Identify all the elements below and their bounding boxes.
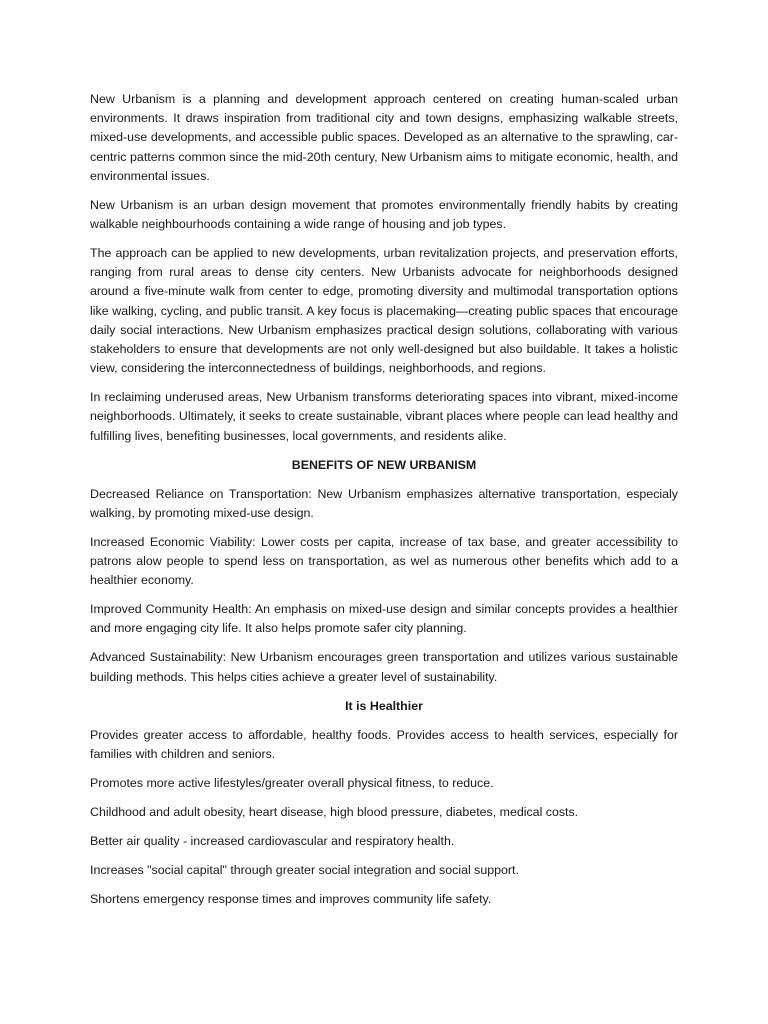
intro-paragraph-4: In reclaiming underused areas, New Urbanism transforms deteriorating spaces into vibrant, mixed-income neighborhoods. Ultimately, it seeks to create sustainable, vibrant places where people can lead healthy and fulfilling lives, benefiting businesses, local governments, and residents alike. bbox=[90, 390, 678, 443]
healthier-item-air-quality: Better air quality - increased cardiovascular and respiratory health. bbox=[90, 833, 455, 848]
benefit-item-economic: Increased Economic Viability: Lower costs per capita, increase of tax base, and greater accessibility to patrons alow people to spend less on transportation, as wel as numerous other benefits which add to a healthier economy. bbox=[90, 534, 678, 588]
intro-paragraph-3: The approach can be applied to new developments, urban revitalization projects, and preservation efforts, ranging from rural areas to dense city centers. New Urbanists advocate for neighborhoods designed around a five-minute walk from center to edge, promoting diversity and multimodal transportation options like walking, cycling, and public transit. A key focus is placemaking—creating public spaces that encourage daily social interactions. New Urbanism emphasizes practical design solutions, collaborating with various stakeholders to ensure that developments are not only well-designed but also buildable. It takes a holistic view, considering the interconnectedness of buildings, neighborhoods, and regions. bbox=[90, 246, 678, 376]
healthier-heading: It is Healthier bbox=[345, 698, 423, 713]
healthier-item-social-capital: Increases "social capital" through greater social integration and social support. bbox=[90, 862, 519, 877]
benefit-item-transportation: Decreased Reliance on Transportation: New Urbanism emphasizes alternative transportation, especialy walking, by promoting mixed-use design. bbox=[90, 486, 678, 520]
document-page bbox=[90, 90, 678, 919]
healthier-item-active-lifestyles: Promotes more active lifestyles/greater overall physical fitness, to reduce. bbox=[90, 775, 494, 790]
intro-paragraph-2: New Urbanism is an urban design movement that promotes environmentally friendly habits by creating walkable neighbourhoods containing a wide range of housing and job types. bbox=[90, 197, 678, 232]
intro-paragraph-1: New Urbanism is a planning and development approach centered on creating human-scaled urban environments. It draws inspiration from traditional city and town designs, emphasizing walkable streets, mixed-use developments, and accessible public spaces. Developed as an alternative to the sprawling, car-centric patterns common since the mid-20th century, New Urbanism aims to mitigate economic, health, and environmental issues. bbox=[90, 92, 678, 183]
healthier-item-obesity: Childhood and adult obesity, heart disease, high blood pressure, diabetes, medical costs. bbox=[90, 804, 579, 819]
benefits-heading: BENEFITS OF NEW URBANISM bbox=[291, 457, 477, 472]
healthier-item-food-access: Provides greater access to affordable, healthy foods. Provides access to health services, especially for families with children and seniors. bbox=[90, 727, 678, 761]
benefit-item-sustainability: Advanced Sustainability: New Urbanism encourages green transportation and utilizes various sustainable building methods. This helps cities achieve a greater level of sustainability. bbox=[90, 650, 678, 684]
benefit-item-health: Improved Community Health: An emphasis on mixed-use design and similar concepts provides a healthier and more engaging city life. It also helps promote safer city planning. bbox=[90, 602, 678, 636]
healthier-item-emergency-response: Shortens emergency response times and improves community life safety. bbox=[90, 891, 492, 906]
